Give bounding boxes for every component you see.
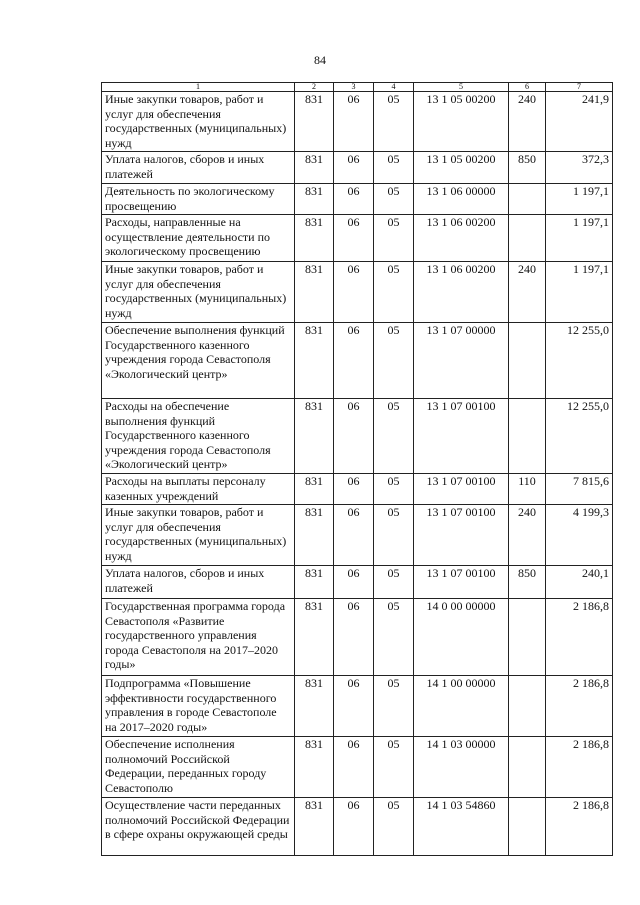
expense-type-cell [509, 399, 546, 474]
table-row [102, 737, 613, 798]
target-article-cell: 13 1 05 00200 [414, 92, 509, 152]
target-article-cell: 14 1 03 54860 [414, 798, 509, 856]
subsection-code-cell: 05 [374, 737, 414, 798]
expense-type-cell: 240 [509, 505, 546, 566]
subsection-code-cell: 05 [374, 215, 414, 262]
table-row [102, 798, 613, 856]
grbs-code-cell: 831 [295, 599, 334, 676]
subsection-code-cell: 05 [374, 92, 414, 152]
expense-type-cell [509, 323, 546, 399]
target-article-cell: 14 1 03 00000 [414, 737, 509, 798]
amount-cell: 12 255,0 [546, 323, 613, 399]
expense-name-cell: Расходы, направленные на осуществление деятельности по экологическому просвещению [102, 215, 295, 262]
expense-name-cell: Расходы на выплаты персоналу казенных учреждений [102, 474, 295, 505]
section-code-cell: 06 [334, 566, 374, 599]
subsection-code-cell: 05 [374, 399, 414, 474]
amount-cell: 2 186,8 [546, 676, 613, 737]
amount-cell: 1 197,1 [546, 262, 613, 323]
table-row [102, 323, 613, 399]
amount-cell: 7 815,6 [546, 474, 613, 505]
subsection-code-cell: 05 [374, 184, 414, 215]
section-code-cell: 06 [334, 399, 374, 474]
column-number: 7 [546, 83, 613, 92]
section-code-cell: 06 [334, 599, 374, 676]
target-article-cell: 13 1 07 00100 [414, 505, 509, 566]
expense-name-cell: Деятельность по экологическому просвещению [102, 184, 295, 215]
table-row [102, 474, 613, 505]
subsection-code-cell: 05 [374, 262, 414, 323]
section-code-cell: 06 [334, 798, 374, 856]
column-number: 2 [295, 83, 334, 92]
section-code-cell: 06 [334, 323, 374, 399]
target-article-cell: 13 1 07 00000 [414, 323, 509, 399]
amount-cell: 2 186,8 [546, 737, 613, 798]
target-article-cell: 13 1 07 00100 [414, 566, 509, 599]
expense-type-cell [509, 599, 546, 676]
column-number: 1 [102, 83, 295, 92]
section-code-cell: 06 [334, 184, 374, 215]
target-article-cell: 13 1 06 00200 [414, 215, 509, 262]
expense-name-cell: Уплата налогов, сборов и иных платежей [102, 152, 295, 184]
expense-name-cell: Уплата налогов, сборов и иных платежей [102, 566, 295, 599]
grbs-code-cell: 831 [295, 737, 334, 798]
subsection-code-cell: 05 [374, 566, 414, 599]
subsection-code-cell: 05 [374, 152, 414, 184]
expense-name-cell: Расходы на обеспечение выполнения функций Государственного казенного учреждения города Севастополя «Экологический центр» [102, 399, 295, 474]
amount-cell: 12 255,0 [546, 399, 613, 474]
expense-name-cell: Обеспечение исполнения полномочий Российской Федерации, переданных городу Севастополю [102, 737, 295, 798]
grbs-code-cell: 831 [295, 798, 334, 856]
column-number: 6 [509, 83, 546, 92]
target-article-cell: 13 1 07 00100 [414, 399, 509, 474]
table-row [102, 92, 613, 152]
expense-type-cell [509, 676, 546, 737]
grbs-code-cell: 831 [295, 323, 334, 399]
grbs-code-cell: 831 [295, 152, 334, 184]
table-row [102, 152, 613, 184]
amount-cell: 372,3 [546, 152, 613, 184]
section-code-cell: 06 [334, 474, 374, 505]
expense-type-cell: 240 [509, 262, 546, 323]
grbs-code-cell: 831 [295, 676, 334, 737]
target-article-cell: 14 0 00 00000 [414, 599, 509, 676]
grbs-code-cell: 831 [295, 184, 334, 215]
page-number: 84 [314, 53, 326, 67]
grbs-code-cell: 831 [295, 399, 334, 474]
section-code-cell: 06 [334, 505, 374, 566]
target-article-cell: 14 1 00 00000 [414, 676, 509, 737]
expense-name-cell: Иные закупки товаров, работ и услуг для обеспечения государственных (муниципальных) нужд [102, 505, 295, 566]
column-number-row [102, 83, 613, 92]
amount-cell: 1 197,1 [546, 184, 613, 215]
table-row [102, 399, 613, 474]
expense-name-cell: Подпрограмма «Повышение эффективности государственного управления в городе Севастополе на 2017–2020 годы» [102, 676, 295, 737]
subsection-code-cell: 05 [374, 599, 414, 676]
subsection-code-cell: 05 [374, 323, 414, 399]
column-number: 5 [414, 83, 509, 92]
section-code-cell: 06 [334, 737, 374, 798]
amount-cell: 240,1 [546, 566, 613, 599]
grbs-code-cell: 831 [295, 566, 334, 599]
grbs-code-cell: 831 [295, 505, 334, 566]
subsection-code-cell: 05 [374, 798, 414, 856]
expense-type-cell: 850 [509, 152, 546, 184]
expense-type-cell [509, 215, 546, 262]
grbs-code-cell: 831 [295, 92, 334, 152]
amount-cell: 2 186,8 [546, 599, 613, 676]
expense-type-cell [509, 798, 546, 856]
table-row [102, 215, 613, 262]
expense-name-cell: Иные закупки товаров, работ и услуг для обеспечения государственных (муниципальных) нужд [102, 262, 295, 323]
expense-name-cell: Государственная программа города Севастополя «Развитие государственного управления города Севастополя на 2017–2020 годы» [102, 599, 295, 676]
section-code-cell: 06 [334, 215, 374, 262]
amount-cell: 4 199,3 [546, 505, 613, 566]
section-code-cell: 06 [334, 92, 374, 152]
budget-table [101, 82, 613, 856]
column-number: 4 [374, 83, 414, 92]
grbs-code-cell: 831 [295, 474, 334, 505]
section-code-cell: 06 [334, 676, 374, 737]
target-article-cell: 13 1 05 00200 [414, 152, 509, 184]
table-row [102, 599, 613, 676]
target-article-cell: 13 1 07 00100 [414, 474, 509, 505]
section-code-cell: 06 [334, 152, 374, 184]
expense-type-cell [509, 737, 546, 798]
subsection-code-cell: 05 [374, 676, 414, 737]
table-row [102, 676, 613, 737]
target-article-cell: 13 1 06 00000 [414, 184, 509, 215]
table-row [102, 262, 613, 323]
column-number: 3 [334, 83, 374, 92]
expense-type-cell [509, 184, 546, 215]
amount-cell: 1 197,1 [546, 215, 613, 262]
table-row [102, 184, 613, 215]
expense-name-cell: Осуществление части переданных полномочий Российской Федерации в сфере охраны окружающей среды [102, 798, 295, 856]
expense-name-cell: Иные закупки товаров, работ и услуг для обеспечения государственных (муниципальных) нужд [102, 92, 295, 152]
expense-type-cell: 110 [509, 474, 546, 505]
amount-cell: 241,9 [546, 92, 613, 152]
amount-cell: 2 186,8 [546, 798, 613, 856]
expense-type-cell: 240 [509, 92, 546, 152]
grbs-code-cell: 831 [295, 262, 334, 323]
subsection-code-cell: 05 [374, 505, 414, 566]
expense-type-cell: 850 [509, 566, 546, 599]
grbs-code-cell: 831 [295, 215, 334, 262]
table-row [102, 566, 613, 599]
subsection-code-cell: 05 [374, 474, 414, 505]
table-row [102, 505, 613, 566]
expense-name-cell: Обеспечение выполнения функций Государственного казенного учреждения города Севастополя «Экологический центр» [102, 323, 295, 399]
target-article-cell: 13 1 06 00200 [414, 262, 509, 323]
section-code-cell: 06 [334, 262, 374, 323]
